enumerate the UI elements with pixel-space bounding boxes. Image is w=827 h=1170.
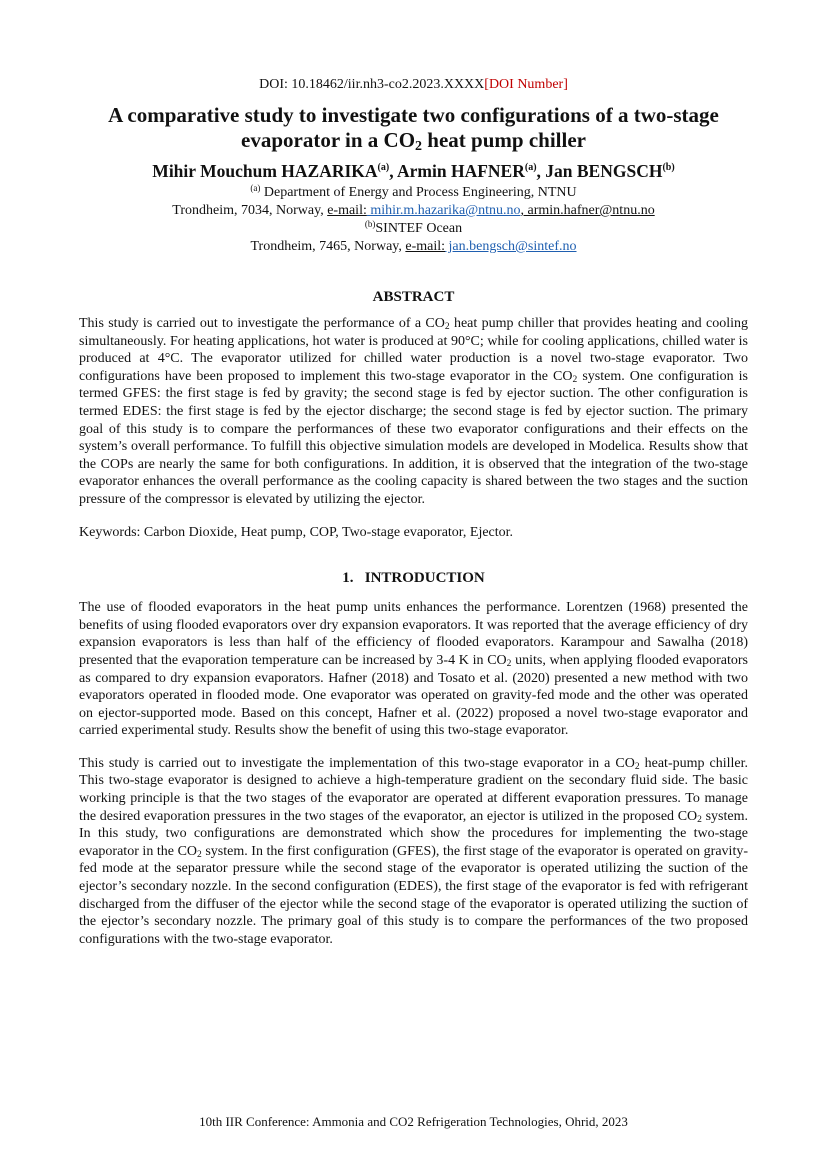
abstract-heading: ABSTRACT: [372, 289, 455, 305]
subscript: 2: [572, 374, 578, 385]
text-run: system. In the first configuration (GFES), the first stage of the evaporator is operated on gravity-fed mode at the separator pressure while the second stage of the evaporator is operated utilizing the suction of the ejector’s secondary nozzle. In the second configuration (EDES), the first stage of the evaporator is fed with refrigerant discharged from the diffuser of the ejector while the second stage of the evaporator is operated utilizing the suction of the ejector’s secondary nozzle. The primary goal of this study is to compare the performances of the two proposed configurations with the two-stage evaporator.: [79, 843, 749, 947]
email-link-bengsch[interactable]: jan.bengsch@sintef.no: [445, 239, 577, 254]
affiliation-b-org: [79, 220, 748, 238]
subscript: 2: [444, 322, 450, 332]
affiliation-city: Trondheim, 7034, Norway,: [172, 203, 328, 218]
email-link-hazarika[interactable]: mihir.m.hazarika@ntnu.no: [366, 203, 521, 218]
affiliation-text: Department of Energy and Process Engineering, NTNU: [260, 185, 577, 200]
title-line-2-pre: evaporator in a CO: [241, 128, 416, 152]
text-run: system. In this study, two configurations are demonstrated which show the procedures for implementing the two-stage evaporator in the CO: [79, 808, 748, 859]
author-affiliation-mark: (a): [524, 162, 537, 173]
email-label: e-mail:: [405, 239, 446, 254]
doi-line: [79, 76, 748, 94]
title-line-1: A comparative study to investigate two configurations of a two-stage: [108, 103, 719, 127]
text-run: heat pump chiller that provides heating and cooling simultaneously. For heating applications, hot water is produced at 90°C; while for cooling applications, chilled water is produced at 4°C. The evaporator utilized for chilled water production is a novel two-stage evaporator. Two configurations have been proposed to implement this two-stage evaporator in the CO: [79, 316, 748, 384]
author-name: Jan BENGSCH: [545, 161, 663, 181]
text-run: units, when applying flooded evaporators as compared to dry expansion evaporators. Hafner (2018) and Tosato et al. (2020) presented a new method with two evaporators operated in flooded mode. One evaporator was operated on gravity-fed mode and the other was operated on ejector-supported mode. Based on this concept, Hafner et al. (2022) proposed a novel two-stage evaporator and carried experimental study. Results show the benefit of using this two-stage evaporator.: [79, 652, 748, 739]
email-label: e-mail:: [327, 203, 367, 218]
author-list: Mihir Mouchum HAZARIKA$^{(a)}$, Armin HAFNER$^{(a)}$, Jan BENGSCH$^{(b)}$: [152, 161, 675, 181]
text-run: This study is carried out to investigate the performance of a CO: [79, 316, 445, 331]
affiliation-a-address: [79, 202, 748, 220]
keywords: Keywords: Carbon Dioxide, Heat pump, COP, Two-stage evaporator, Ejector.: [79, 524, 514, 540]
affiliation-city: Trondheim, 7465, Norway,: [250, 239, 406, 254]
introduction-heading: 1. INTRODUCTION: [342, 570, 485, 587]
doi-placeholder: [DOI Number]: [484, 77, 568, 92]
email-link-hafner[interactable]: , armin.hafner@ntnu.no: [520, 203, 655, 218]
affiliation-text: SINTEF Ocean: [375, 221, 463, 236]
subscript: 2: [634, 761, 640, 772]
paper-page: [79, 76, 748, 963]
affiliations: [79, 184, 748, 256]
subscript: 2: [506, 658, 512, 669]
doi-text: DOI: 10.18462/iir.nh3-co2.2023.XXXX: [259, 77, 485, 92]
affiliation-b-address: [79, 238, 748, 256]
text-run: This study is carried out to investigate the implementation of this two-stage evaporator in a CO: [79, 755, 635, 771]
abstract-paragraph: [79, 315, 748, 509]
title-subscript: 2: [415, 139, 423, 154]
affiliation-mark: (a): [250, 183, 261, 193]
page-footer: 10th IIR Conference: Ammonia and CO2 Refrigeration Technologies, Ohrid, 2023: [199, 1114, 628, 1129]
author-affiliation-mark: (b): [662, 162, 675, 173]
text-run: The use of flooded evaporators in the heat pump units enhances the performance. Lorentzen (1968) presented the benefits of using flooded evaporators over dry expansion evaporators. It was reported that the average efficiency of dry expansion evaporators is less than half of the efficiency of flooded evaporators. Karampour and Sawalha (2018) presented that the evaporation temperature can be increased by 3-4 K in CO: [79, 600, 748, 668]
author-name: Armin HAFNER: [397, 161, 525, 181]
title-line-2-post: heat pump chiller: [422, 128, 586, 152]
text-run: heat-pump chiller. This two-stage evaporator is designed to achieve a high-temperature gradient on the secondary fluid side. The basic working principle is that the two stages of the evaporator are operated at different evaporation pressures. To manage the desired evaporation pressures in the two stages of the evaporator, an ejector is utilized in the proposed CO: [79, 755, 749, 824]
subscript: 2: [197, 849, 202, 860]
introduction-paragraph-2: [79, 755, 748, 949]
author-affiliation-mark: (a): [377, 162, 390, 173]
text-run: system. One configuration is termed GFES: the first stage is fed by gravity; the second stage is fed by ejector suction. The other configuration is termed EDES: the first stage is fed by the ejector discharge; the second stage is fed by ejector suction. The primary goal of this study is to compare the performances of these two evaporator configurations and their effects on the system’s overall performance. To fulfill this objective simulation models are developed in Modelica. Results show that the COPs are nearly the same for both configurations. In addition, it is observed that the integration of the two-stage evaporator enhances the overall performance as the cooling capacity is shared between the two stages and the suction pressure of the compressor is elevated by utilizing the ejector.: [79, 368, 748, 507]
introduction-paragraph-1: [79, 599, 748, 740]
author-name: Mihir Mouchum HAZARIKA: [152, 161, 378, 181]
paper-title: [79, 103, 748, 153]
affiliation-mark: (b): [364, 219, 376, 229]
affiliation-a-dept: [79, 184, 748, 202]
subscript: 2: [697, 814, 702, 825]
